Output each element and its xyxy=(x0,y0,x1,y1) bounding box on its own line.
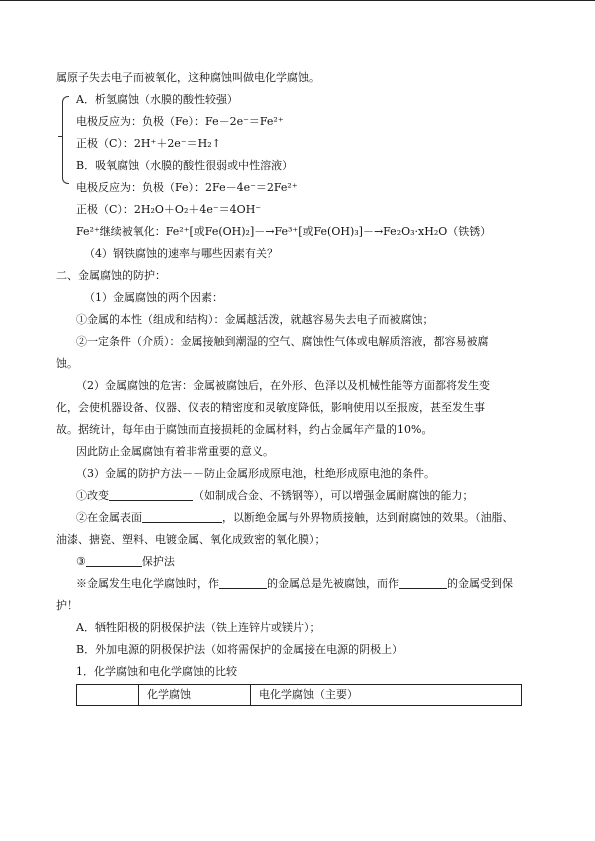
top-rule xyxy=(0,0,595,1)
factor-conditions: ②一定条件（介质）：金属接触到潮湿的空气、腐蚀性气体或电解质溶液，都容易被腐 xyxy=(76,335,489,348)
fill-blank[interactable] xyxy=(109,488,193,501)
fill-blank[interactable] xyxy=(219,576,267,589)
fill-blank[interactable] xyxy=(142,510,222,523)
oxygen-negative-electrode: 电极反应为：负极（Fe）：2Fe－4e⁻＝2Fe²⁺ xyxy=(76,181,298,194)
oxygen-absorption-title: B．吸氧腐蚀（水膜的酸性很弱或中性溶液） xyxy=(76,159,294,172)
hydrogen-positive-electrode: 正极（C）：2H⁺＋2e⁻＝H₂↑ xyxy=(76,137,221,150)
oxygen-positive-electrode: 正极（C）：2H₂O＋O₂＋4e⁻＝4OH⁻ xyxy=(76,203,262,216)
fill-blank[interactable] xyxy=(86,554,142,567)
iron-oxidation-line: Fe²⁺继续被氧化：Fe²⁺[或Fe(OH)₂]－→Fe³⁺[或Fe(OH)₃]－→Fe₂O₃·xH₂O（铁锈） xyxy=(76,225,492,238)
factors-heading: （1）金属腐蚀的两个因素： xyxy=(84,291,223,304)
corrosion-types-block xyxy=(56,92,544,174)
paragraph-intro: 属原子失去电子而被氧化，这种腐蚀叫做电化学腐蚀。 xyxy=(56,71,320,84)
hydrogen-negative-electrode: 电极反应为：负极（Fe）：Fe－2e⁻＝Fe²⁺ xyxy=(76,115,284,128)
harm-line-1: （2）金属腐蚀的危害：金属被腐蚀后，在外形、色泽以及机械性能等方面都将发生变 xyxy=(76,379,490,392)
protection-heading: （3）金属的防护方法－－防止金属形成原电池，杜绝形成原电池的条件。 xyxy=(76,467,435,480)
note-line-cont: 护！ xyxy=(56,599,78,612)
comparison-heading: 1．化学腐蚀和电化学腐蚀的比较 xyxy=(76,665,237,678)
fill-blank[interactable] xyxy=(399,576,447,589)
factor-conditions-cont: 蚀。 xyxy=(56,357,78,370)
section-2-heading: 二、金属腐蚀的防护： xyxy=(56,269,166,282)
question-4: （4）钢铁腐蚀的速率与哪些因素有关？ xyxy=(84,247,278,260)
harm-line-2: 化，会使机器设备、仪器、仪表的精密度和灵敏度降低，影响使用以至报废，甚至发生事 xyxy=(56,401,485,414)
harm-line-4: 因此防止金属腐蚀有着非常重要的意义。 xyxy=(76,445,274,458)
method-3: ③ 保护法 xyxy=(76,555,175,568)
protection-method-a: A．牺牲阳极的阴极保护法（铁上连锌片或镁片）； xyxy=(76,621,321,634)
method-1: ①改变 （如制成合金、不锈钢等），可以增强金属耐腐蚀的能力； xyxy=(76,489,474,502)
comparison-table xyxy=(76,684,522,706)
factor-nature: ①金属的本性（组成和结构）：金属越活泼，就越容易失去电子而被腐蚀； xyxy=(76,313,434,326)
note-line: ※金属发生电化学腐蚀时，作 的金属总是先被腐蚀，而作 的金属受到保 xyxy=(76,577,513,590)
table-header-cell: 电化学腐蚀（主要） xyxy=(259,688,358,701)
method-2: ②在金属表面 ，以断绝金属与外界物质接触，达到耐腐蚀的效果。（油脂、 xyxy=(76,511,514,524)
table-header-cell: 化学腐蚀 xyxy=(139,685,251,705)
protection-method-b: B．外加电源的阴极保护法（如将需保护的金属接在电源的阴极上） xyxy=(76,643,404,656)
table-header-cell xyxy=(77,685,139,705)
left-brace xyxy=(62,96,69,184)
harm-line-3: 故。据统计，每年由于腐蚀而直接损耗的金属材料，约占金属年产量的10%。 xyxy=(56,423,433,436)
method-2-cont: 油漆、搪瓷、塑料、电镀金属、氧化成致密的氧化膜）； xyxy=(56,533,326,546)
hydrogen-evolution-title: A．析氢腐蚀（水膜的酸性较强） xyxy=(76,93,238,106)
document-body xyxy=(56,70,544,706)
